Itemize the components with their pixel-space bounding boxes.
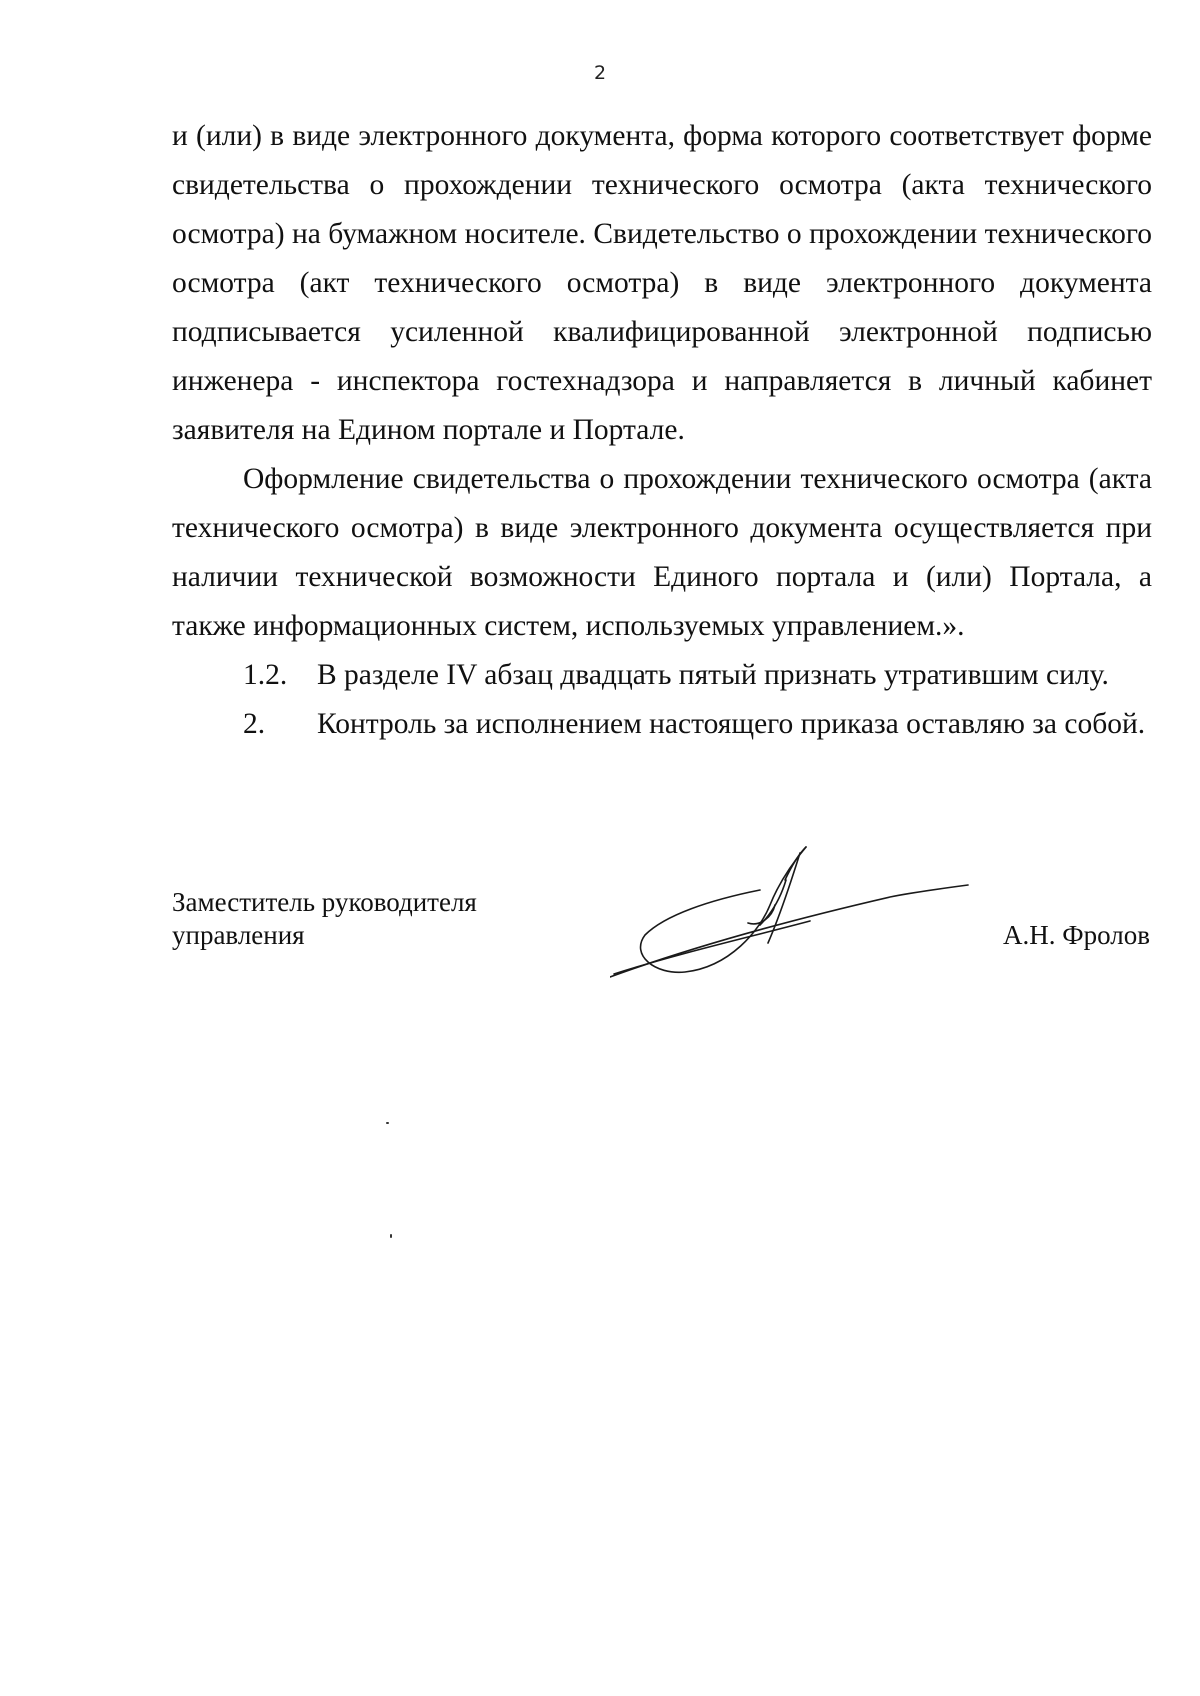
item-text: Контроль за исполнением настоящего приказа оставляю за собой. — [317, 708, 1146, 740]
list-item — [172, 651, 1152, 700]
item-text: В разделе IV абзац двадцать пятый признать утратившим силу. — [317, 659, 1109, 691]
position-line: Заместитель руководителя — [172, 887, 477, 917]
item-number: 2. — [243, 708, 266, 740]
document-body — [172, 112, 1152, 749]
signatory-name: А.Н. Фролов — [1003, 920, 1150, 950]
page-number: 2 — [593, 62, 607, 84]
paragraph-electronic-document: Оформление свидетельства о прохождении технического осмотра (акта технического осмотра) в виде электронного документа осуществляется при наличии технической возможности Единого портала и (или) Портала, а также информационных систем, используемых управлением.». — [172, 463, 1152, 642]
item-number: 1.2. — [243, 659, 288, 691]
scan-speck — [390, 1234, 392, 1238]
signatory-position — [172, 886, 477, 952]
handwritten-signature — [610, 845, 970, 1015]
position-line: управления — [172, 920, 305, 950]
scan-speck — [386, 1122, 389, 1124]
list-item — [172, 700, 1152, 749]
paragraph-continuation: и (или) в виде электронного документа, форма которого соответствует форме свидетельства о прохождении технического осмотра (акта технического осмотра) на бумажном носителе. Свидетельство о прохождении технического осмотра (акт технического осмотра) в виде электронного документа подписывается усиленной квалифицированной электронной подписью инженера - инспектора гостехнадзора и направляется в личный кабинет заявителя на Едином портале и Портале. — [172, 120, 1152, 446]
